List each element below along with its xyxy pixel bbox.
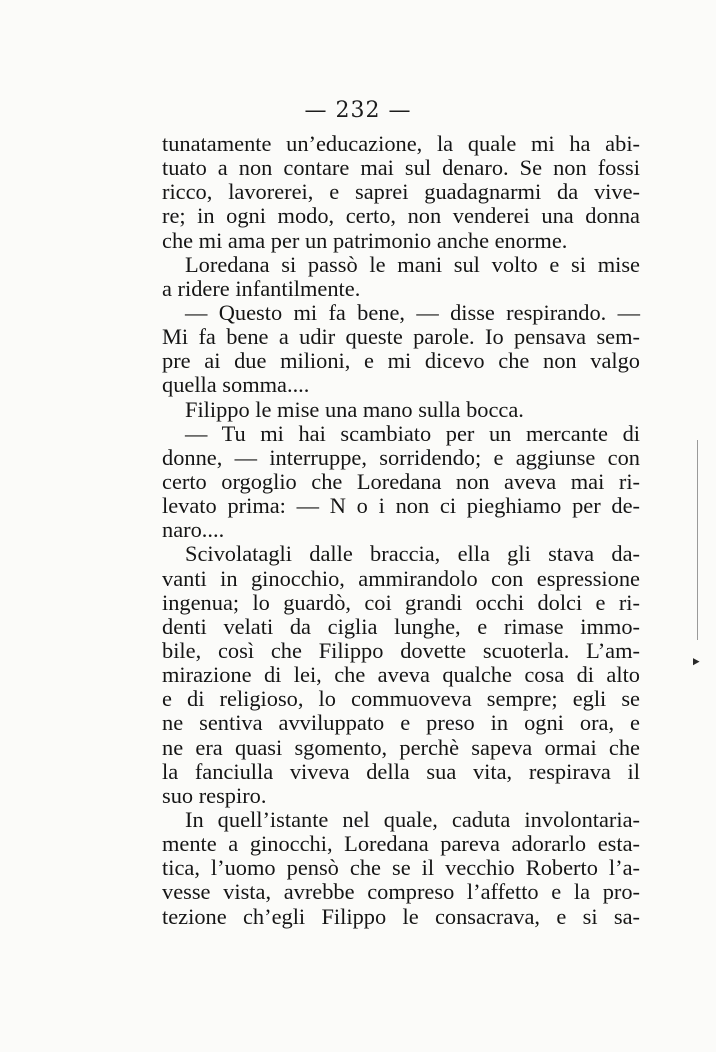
text-line: In quell’istante nel quale, caduta involontaria- [185,806,640,832]
text-line: bile, così che Filippo dovette scuoterla. L’am- [162,637,640,663]
text-line: vanti in ginocchio, ammirandolo con espressione [162,565,640,591]
text-line: a ridere infantilmente. [162,275,361,301]
text-line: denti velati da ciglia lunghe, e rimase immo- [162,613,640,639]
margin-mark: ‣ [690,650,702,674]
text-line: che mi ama per un patrimonio anche enorme. [162,227,568,253]
page-number: — 232 — [304,98,412,123]
text-line: levato prima: — N o i non ci pieghiamo per de- [162,493,640,519]
text-line: tica, l’uomo pensò che se il vecchio Roberto l’a- [162,855,640,881]
text-line: ingenua; lo guardò, coi grandi occhi dolci e ri- [162,589,640,615]
text-line: ricco, lavorerei, e saprei guadagnarmi da vive- [162,179,640,205]
body-text [162,132,640,929]
text-line: Loredana si passò le mani sul volto e si mise [185,251,640,277]
page-edge-shadow [697,440,698,640]
text-line: Mi fa bene a udir queste parole. Io pensava sem- [162,324,640,350]
text-line: — Questo mi fa bene, — disse respirando. — [185,299,640,325]
text-line: tunatamente un’educazione, la quale mi ha abi- [162,131,640,156]
text-line: Scivolatagli dalle braccia, ella gli stava da- [185,541,640,567]
text-line: — Tu mi hai scambiato per un mercante di [185,420,640,446]
text-line: mente a ginocchi, Loredana pareva adorarlo esta- [162,831,640,857]
text-line: ne era quasi sgomento, perchè sapeva ormai che [162,734,640,760]
text-line: re; in ogni modo, certo, non venderei una donna [162,203,640,229]
text-line: donne, — interruppe, sorridendo; e aggiunse con [162,444,640,470]
text-line: tuato a non contare mai sul denaro. Se non fossi [162,155,640,181]
text-line: mirazione di lei, che aveva qualche cosa di alto [162,662,640,688]
text-line: ne sentiva avviluppato e preso in ogni ora, e [162,710,640,736]
text-line: e di religioso, lo commuoveva sempre; egli se [162,686,640,712]
text-line: certo orgoglio che Loredana non aveva mai ri- [162,468,640,494]
text-line: naro.... [162,517,225,543]
text-line: pre ai due milioni, e mi dicevo che non valgo [162,348,640,374]
text-line: Filippo le mise una mano sulla bocca. [185,396,524,422]
text-line: vesse vista, avrebbe compreso l’affetto e la pro- [162,879,640,905]
text-line: tezione ch’egli Filippo le consacrava, e si sa- [162,903,640,929]
text-line: suo respiro. [162,782,267,808]
text-line: la fanciulla viveva della sua vita, respirava il [162,758,640,784]
text-line: quella somma.... [162,372,310,398]
